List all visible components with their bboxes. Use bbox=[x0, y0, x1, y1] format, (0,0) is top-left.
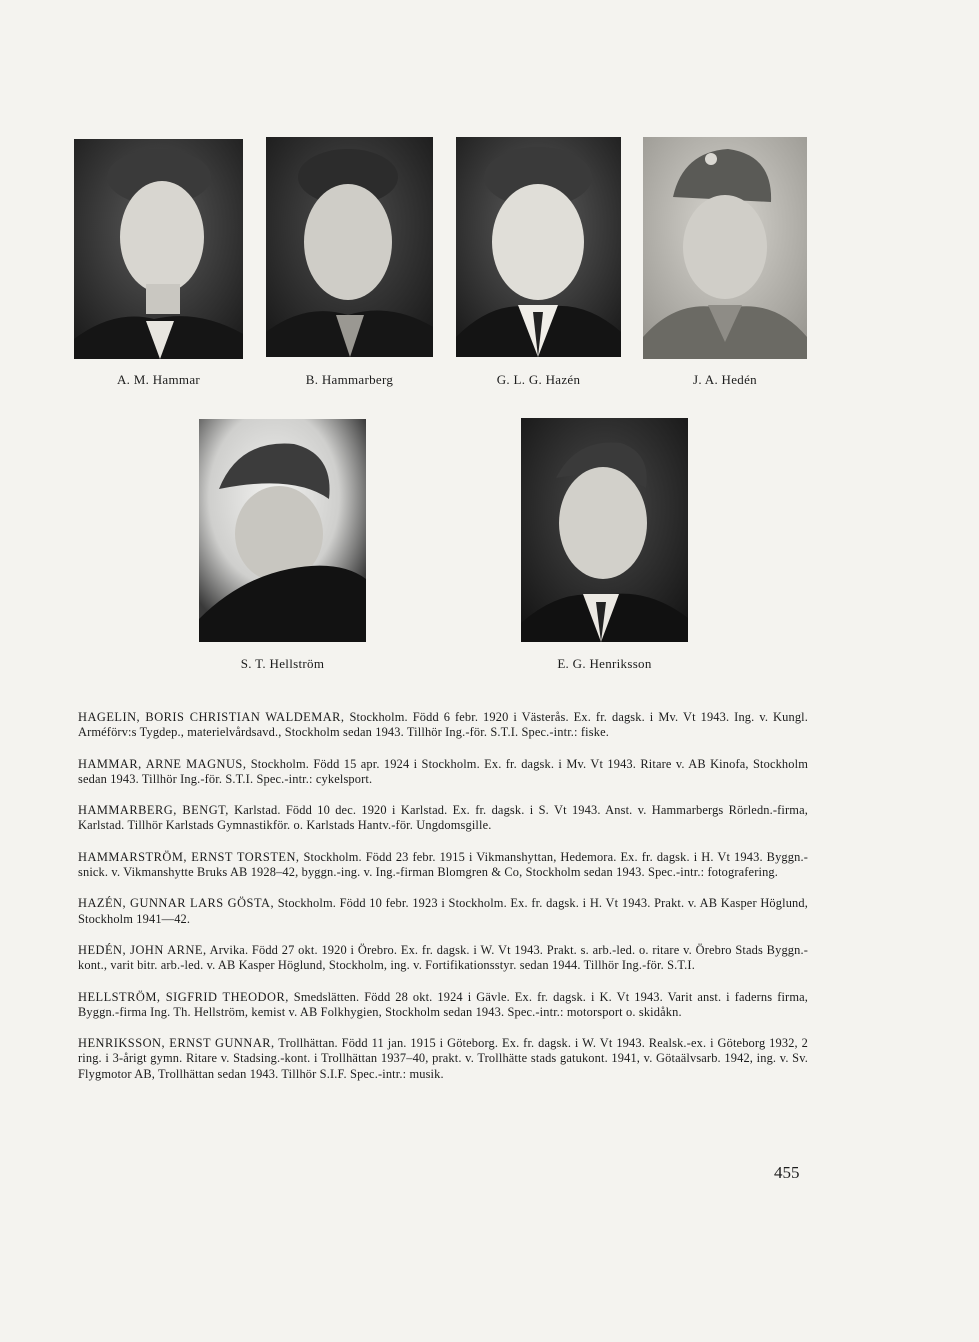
biography-entry bbox=[78, 896, 808, 927]
biography-entry bbox=[78, 710, 808, 741]
portrait-photo bbox=[643, 137, 807, 359]
biography-text: Karlstad. Född 10 dec. 1920 i Karlstad. Ex. fr. dagsk. i S. Vt 1943. Anst. v. Hammarbergs Rörledn.-firma, Karlstad. Tillhör Karlstads Gymnastikför. o. Karlstads Hantv.-för. Ungdomsgille. bbox=[78, 803, 808, 833]
page-number: 455 bbox=[774, 1163, 800, 1182]
biography-text: Stockholm. Född 15 apr. 1924 i Stockholm. Ex. fr. dagsk. i Mv. Vt 1943. Ritare v. AB Kinofa, Stockholm sedan 1943. Tillhör Ing.-för. S.T.I. Spec.-intr.: cykelsport. bbox=[78, 756, 809, 786]
person-name: HAMMARBERG, BENGT, bbox=[78, 803, 229, 818]
portrait-caption: J. A. Hedén bbox=[693, 372, 757, 387]
biography-entry bbox=[78, 990, 808, 1021]
person-name: HAGELIN, BORIS CHRISTIAN WALDEMAR, bbox=[78, 710, 345, 724]
person-name: HENRIKSSON, ERNST GUNNAR, bbox=[78, 1036, 275, 1051]
biography-entry bbox=[78, 850, 808, 881]
biography-text: Arvika. Född 27 okt. 1920 i Örebro. Ex. fr. dagsk. i W. Vt 1943. Prakt. s. arb.-led. o. ritare v. Örebro Stads Byggn.-kont., varit bitr. arb.-led. v. AB Kasper Höglund, Stockholm, ing. v. Fortifikationsstyr. sedan 1944. Tillhör Ing.-för. S.T.I. bbox=[78, 942, 809, 973]
portrait-photo bbox=[74, 139, 243, 359]
portrait-caption: A. M. Hammar bbox=[116, 372, 201, 387]
biography-list bbox=[78, 710, 808, 1098]
portrait-photo bbox=[266, 137, 433, 357]
biography-text: Stockholm. Född 23 febr. 1915 i Vikmanshyttan, Hedemora. Ex. fr. dagsk. i H. Vt 1943. Byggn.-snick. v. Vikmanshytte Bruks AB 1928–42, byggn.-ing. v. Ing.-firman Blomgren & Co, Stockholm sedan 1943. Spec.-intr.: fotografering. bbox=[78, 849, 808, 880]
person-name: HELLSTRÖM, SIGFRID THEODOR, bbox=[78, 989, 289, 1004]
portrait-caption: S. T. Hellström bbox=[240, 656, 325, 671]
biography-text: Stockholm. Född 10 febr. 1923 i Stockholm. Ex. fr. dagsk. i H. Vt 1943. Prakt. v. AB Kasper Höglund, Stockholm 1941—42. bbox=[78, 896, 808, 926]
biography-text: Stockholm. Född 6 febr. 1920 i Västerås. Ex. fr. dagsk. i Mv. Vt 1943. Ing. v. Kungl. Arméförv:s Tygdep., materielvårdsavd., Stockholm sedan 1943. Tillhör Ing.-för. S.T.I. Spec.-intr.: fiske. bbox=[78, 710, 809, 740]
portrait-caption: G. L. G. Hazén bbox=[496, 372, 581, 387]
person-name: HAMMARSTRÖM, ERNST TORSTEN, bbox=[78, 849, 300, 864]
portrait-caption: B. Hammarberg bbox=[305, 372, 394, 387]
portrait-photo bbox=[456, 137, 621, 357]
person-name: HAMMAR, ARNE MAGNUS, bbox=[78, 756, 247, 771]
biography-text: Trollhättan. Född 11 jan. 1915 i Göteborg. Ex. fr. dagsk. i W. Vt 1943. Realsk.-ex. i Göteborg 1932, 2 ring. i 3-årigt gymn. Ritare v. Stadsing.-kont. i Trollhättan 1937–40, prakt. v. Trollhätte stads gatukont. 1941, v. Götaälvsarb. 1942, ing. v. Sv. Flygmotor AB, Trollhättan sedan 1943. Tillhör S.I.F. Spec.-intr.: musik. bbox=[78, 1036, 809, 1081]
portrait-caption: E. G. Henriksson bbox=[557, 656, 652, 671]
biography-entry bbox=[78, 803, 808, 834]
person-name: HAZÉN, GUNNAR LARS GÖSTA, bbox=[78, 896, 275, 911]
portrait-photo bbox=[521, 418, 688, 642]
portrait-photo bbox=[199, 419, 366, 642]
biography-entry bbox=[78, 943, 808, 974]
biography-entry bbox=[78, 1036, 808, 1082]
biography-entry bbox=[78, 757, 808, 788]
person-name: HEDÉN, JOHN ARNE, bbox=[78, 942, 207, 957]
biography-text: Smedslätten. Född 28 okt. 1924 i Gävle. Ex. fr. dagsk. i K. Vt 1943. Varit anst. i faderns firma, Byggn.-firma Ing. Th. Hellström, kemist v. AB Folkhygien, Stockholm sedan 1943. Spec.-intr.: motorsport o. skidåkn. bbox=[78, 989, 809, 1019]
